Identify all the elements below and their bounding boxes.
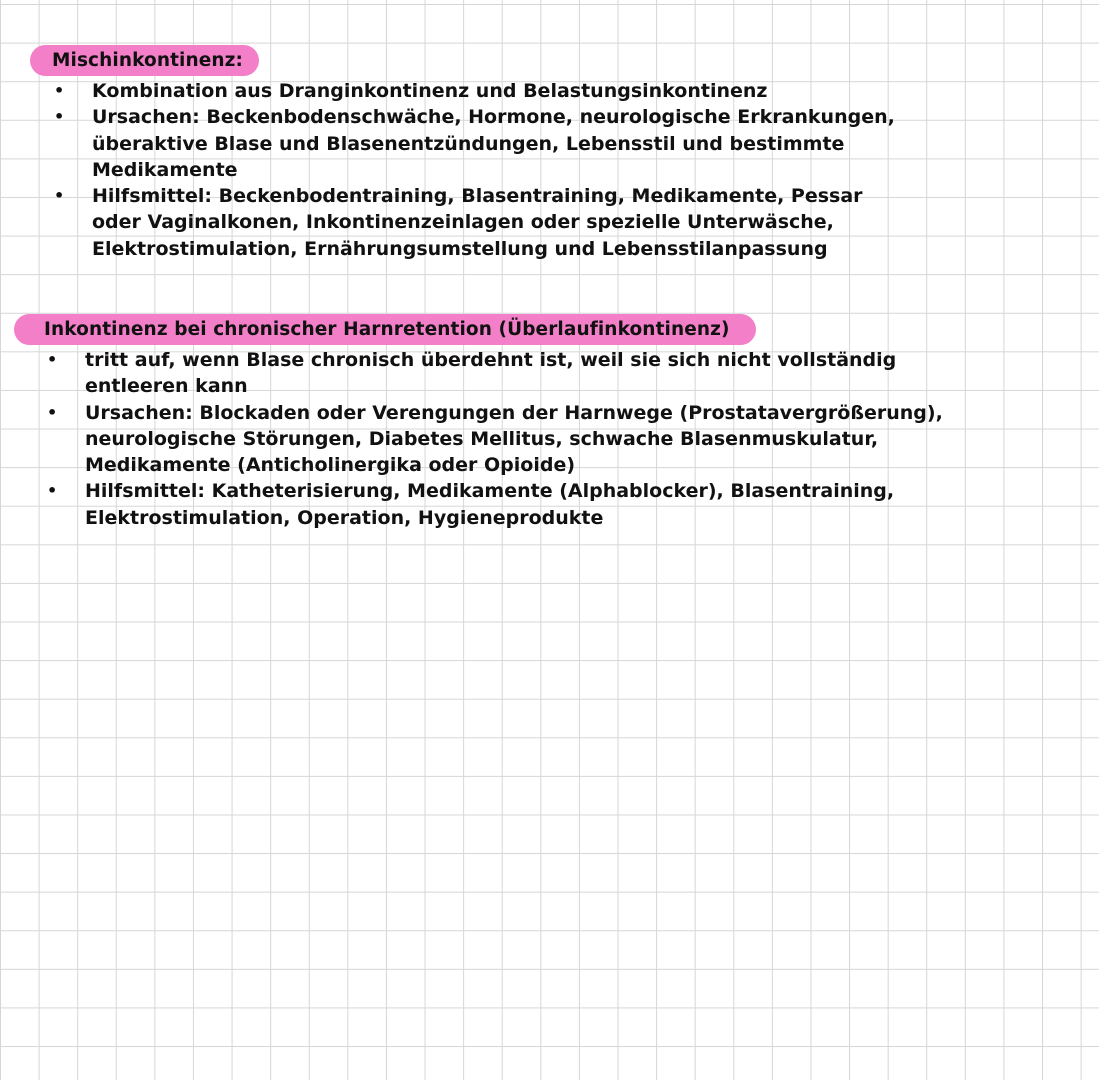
bullet-list: [54, 78, 895, 262]
bullet-line: Medikamente: [92, 158, 238, 181]
bullet-item: [54, 104, 895, 183]
section-mischinkontinenz: [30, 45, 895, 262]
section-heading: Inkontinenz bei chronischer Harnretention (Überlaufinkontinenz): [14, 314, 756, 345]
bullet-item: [47, 478, 943, 531]
bullet-line: Elektrostimulation, Ernährungsumstellung und Lebensstilanpassung: [92, 237, 828, 260]
bullet-dot-icon: •: [47, 481, 58, 501]
bullet-line: tritt auf, wenn Blase chronisch überdehnt ist, weil sie sich nicht vollständig: [85, 349, 897, 371]
section-ueberlaufinkontinenz: [14, 314, 943, 531]
bullet-item: [47, 347, 943, 400]
bullet-line: entleeren kann: [85, 375, 248, 398]
bullet-item: [47, 400, 943, 479]
bullet-line: oder Vaginalkonen, Inkontinenzeinlagen oder spezielle Unterwäsche,: [92, 211, 834, 234]
bullet-line: neurologische Störungen, Diabetes Mellitus, schwache Blasenmuskulatur,: [85, 427, 879, 450]
bullet-dot-icon: •: [54, 186, 65, 206]
bullet-item: [54, 183, 895, 262]
bullet-line: Medikamente (Anticholinergika oder Opioide): [85, 454, 576, 477]
bullet-item: [54, 78, 895, 104]
bullet-line: Ursachen: Beckenbodenschwäche, Hormone, neurologische Erkrankungen,: [92, 106, 895, 129]
section-heading: Mischinkontinenz:: [30, 45, 259, 76]
bullet-dot-icon: •: [54, 107, 65, 127]
bullet-line: Ursachen: Blockaden oder Verengungen der Harnwege (Prostatavergrößerung),: [85, 401, 943, 424]
bullet-line: Hilfsmittel: Beckenbodentraining, Blasentraining, Medikamente, Pessar: [92, 185, 863, 208]
bullet-line: überaktive Blase und Blasenentzündungen, Lebensstil und bestimmte: [92, 132, 845, 155]
bullet-dot-icon: •: [54, 81, 65, 100]
bullet-dot-icon: •: [47, 350, 58, 369]
bullet-list: [47, 347, 943, 531]
bullet-line: Hilfsmittel: Katheterisierung, Medikamente (Alphablocker), Blasentraining,: [85, 480, 895, 503]
bullet-dot-icon: •: [47, 402, 58, 422]
bullet-line: Elektrostimulation, Operation, Hygieneprodukte: [85, 506, 604, 529]
bullet-line: Kombination aus Dranginkontinenz und Belastungsinkontinenz: [92, 80, 768, 102]
